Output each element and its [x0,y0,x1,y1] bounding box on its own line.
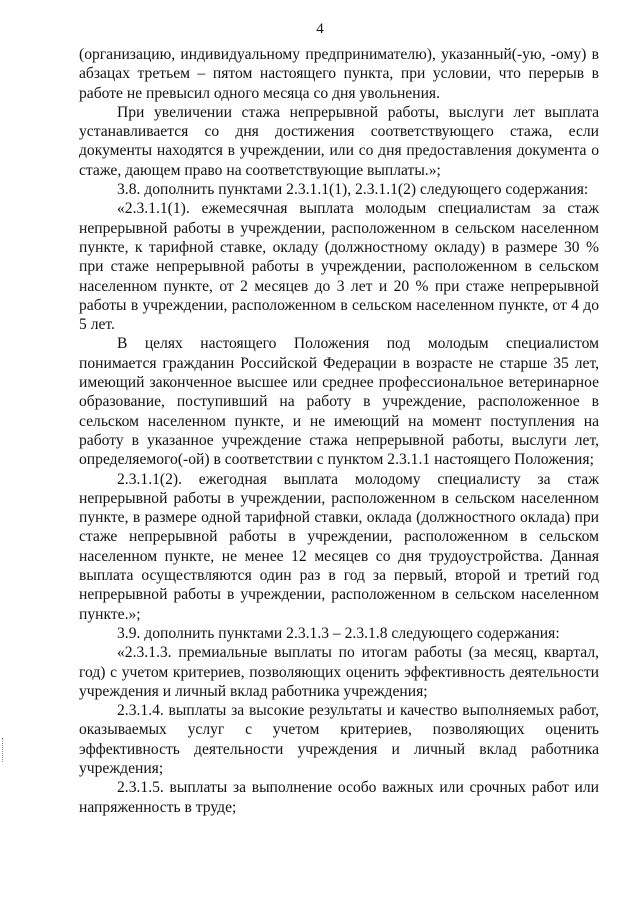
page-number: 4 [316,21,324,37]
paragraph-clause-2-3-1-4: 2.3.1.4. выплаты за высокие результаты и качество выполняемых работ, оказываемых услуг с учетом критериев, позволяющих оценить эффективность деятельности учреждения и личный вклад работника учреждения; [79,702,599,777]
document-body [79,45,599,817]
paragraph-clause-2-3-1-1-2: 2.3.1.1(2). ежегодная выплата молодому специалисту за стаж непрерывной работы в учреждении, расположенном в сельском населенном пункте, в размере одной тарифной ставки, оклада (должностного оклада) при стаже непрерывной работы в учреждении, расположенном в сельском населенном пункте, не менее 12 месяцев со дня трудоустройства. Данная выплата осуществляются один раз в год за первый, второй и третий год непрерывной работы в учреждении, расположенном в сельском населенном пункте.»; [79,470,599,623]
paragraph-clause-2-3-1-3: «2.3.1.3. премиальные выплаты по итогам работы (за месяц, квартал, год) с учетом критериев, позволяющих оценить эффективность деятельности учреждения и личный вклад работника учреждения; [79,644,599,700]
scan-margin-mark [2,738,9,762]
paragraph-young-specialist-definition: В целях настоящего Положения под молодым специалистом понимается гражданин Российской Федерации в возрасте не старше 35 лет, имеющий законченное высшее или среднее профессиональное ветеринарное образование, поступивший на работу в учреждение, расположенное в сельском населенном пункте, и не имеющий на момент поступления на работу в указанное учреждение стажа непрерывной работы, выслуги лет, определяемого(-ой) в соответствии с пунктом 2.3.1.1 настоящего Положения; [79,335,599,469]
paragraph-continuation: (организацию, индивидуальному предпринимателю), указанный(-ую, -ому) в абзацах третьем – пятом настоящего пункта, при условии, что перерыв в работе не превысил одного месяца со дня увольнения. [79,46,599,102]
paragraph-clause-2-3-1-1-1: «2.3.1.1(1). ежемесячная выплата молодым специалистам за стаж непрерывной работы в учреждении, расположенном в сельском населенном пункте, к тарифной ставке, окладу (должностному окладу) в размере 30 % при стаже непрерывной работы в учреждении, расположенном в сельском населенном пункте, от 2 месяцев до 3 лет и 20 % при стаже непрерывной работы в учреждении, расположенном в сельском населенном пункте, от 4 до 5 лет. [79,200,599,334]
paragraph-clause-2-3-1-5: 2.3.1.5. выплаты за выполнение особо важных или срочных работ или напряженность в труде; [79,779,599,816]
paragraph-amendment-3-9: 3.9. дополнить пунктами 2.3.1.3 – 2.3.1.8 следующего содержания: [117,624,560,642]
paragraph-amendment-3-8: 3.8. дополнить пунктами 2.3.1.1(1), 2.3.1.1(2) следующего содержания: [117,181,589,199]
paragraph-seniority-increase: При увеличении стажа непрерывной работы, выслуги лет выплата устанавливается со дня достижения соответствующего стажа, если документы находятся в учреждении, или со дня предоставления документа о стаже, дающем право на соответствующие выплаты.»; [79,103,599,179]
